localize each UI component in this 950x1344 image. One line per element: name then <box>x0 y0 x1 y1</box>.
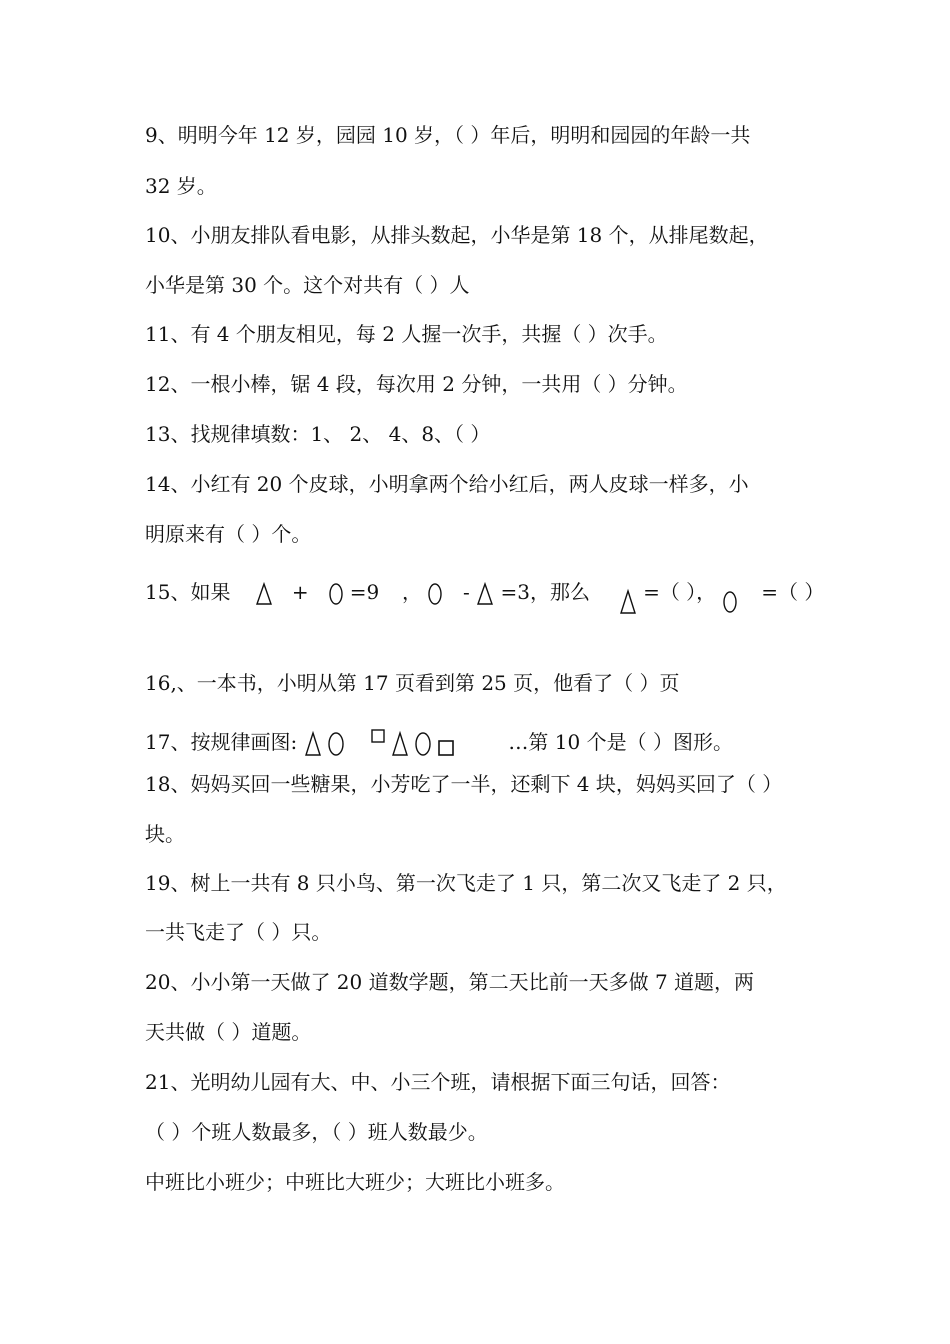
q17-prefix: 17、按规律画图: <box>145 730 298 754</box>
question-11: 11、有 4 个朋友相见，每 2 人握一次手，共握（ ）次手。 <box>145 322 668 346</box>
question-14-line-1: 14、小红有 20 个皮球，小明拿两个给小红后，两人皮球一样多，小 <box>145 472 749 496</box>
question-13: 13、找规律填数：1、 2、 4、8、（ ） <box>145 422 491 446</box>
question-14-line-2: 明原来有（ ）个。 <box>145 522 312 546</box>
oval-icon <box>328 732 344 756</box>
oval-icon <box>415 732 431 756</box>
q15-answer-1: =（ ）， <box>643 580 717 604</box>
question-9-line-2: 32 岁。 <box>145 174 217 198</box>
q15-comma: ， <box>401 580 422 604</box>
triangle-icon <box>304 732 322 756</box>
question-19-line-2: 一共飞走了（ ）只。 <box>145 920 332 944</box>
triangle-icon <box>619 590 637 614</box>
q15-eq3: =3，那么 <box>500 580 590 604</box>
question-20-line-2: 天共做（ ）道题。 <box>145 1020 312 1044</box>
square-icon <box>438 740 454 756</box>
oval-icon <box>428 583 442 605</box>
question-21-line-3: 中班比小班少；中班比大班少；大班比小班多。 <box>145 1170 565 1194</box>
q15-plus: + <box>291 580 309 604</box>
question-18-line-1: 18、妈妈买回一些糖果，小芳吃了一半，还剩下 4 块，妈妈买回了（ ） <box>145 772 783 796</box>
question-18-line-2: 块。 <box>145 822 185 846</box>
q15-eq9: =9 <box>349 580 380 604</box>
question-20-line-1: 20、小小第一天做了 20 道数学题，第二天比前一天多做 7 道题，两 <box>145 970 755 994</box>
q15-prefix: 15、如果 <box>145 580 231 604</box>
question-17 <box>145 728 733 756</box>
triangle-icon <box>255 583 273 605</box>
q15-minus: - <box>463 580 470 604</box>
question-12: 12、一根小棒，锯 4 段，每次用 2 分钟，一共用（ ）分钟。 <box>145 372 688 396</box>
square-icon <box>371 729 385 743</box>
question-19-line-1: 19、树上一共有 8 只小鸟、第一次飞走了 1 只，第二次又飞走了 2 只， <box>145 871 787 895</box>
question-10-line-2: 小华是第 30 个。这个对共有（ ）人 <box>145 273 470 297</box>
question-16: 16,、一本书，小明从第 17 页看到第 25 页，他看了（ ）页 <box>145 671 680 695</box>
q17-suffix: …第 10 个是（ ）图形。 <box>508 730 733 754</box>
question-21-line-2: （ ）个班人数最多，（ ）班人数最少。 <box>145 1120 488 1144</box>
q15-answer-2: =（ ） <box>761 580 825 604</box>
triangle-icon <box>391 732 409 756</box>
triangle-icon <box>476 583 494 605</box>
question-21-line-1: 21、光明幼儿园有大、中、小三个班，请根据下面三句话，回答： <box>145 1070 731 1094</box>
question-9-line-1: 9、明明今年 12 岁，园园 10 岁，（ ）年后，明明和园园的年龄一共 <box>145 123 751 147</box>
oval-icon <box>329 583 343 605</box>
question-15 <box>145 578 824 606</box>
oval-icon <box>723 591 737 613</box>
question-10-line-1: 10、小朋友排队看电影，从排头数起，小华是第 18 个，从排尾数起， <box>145 223 769 247</box>
